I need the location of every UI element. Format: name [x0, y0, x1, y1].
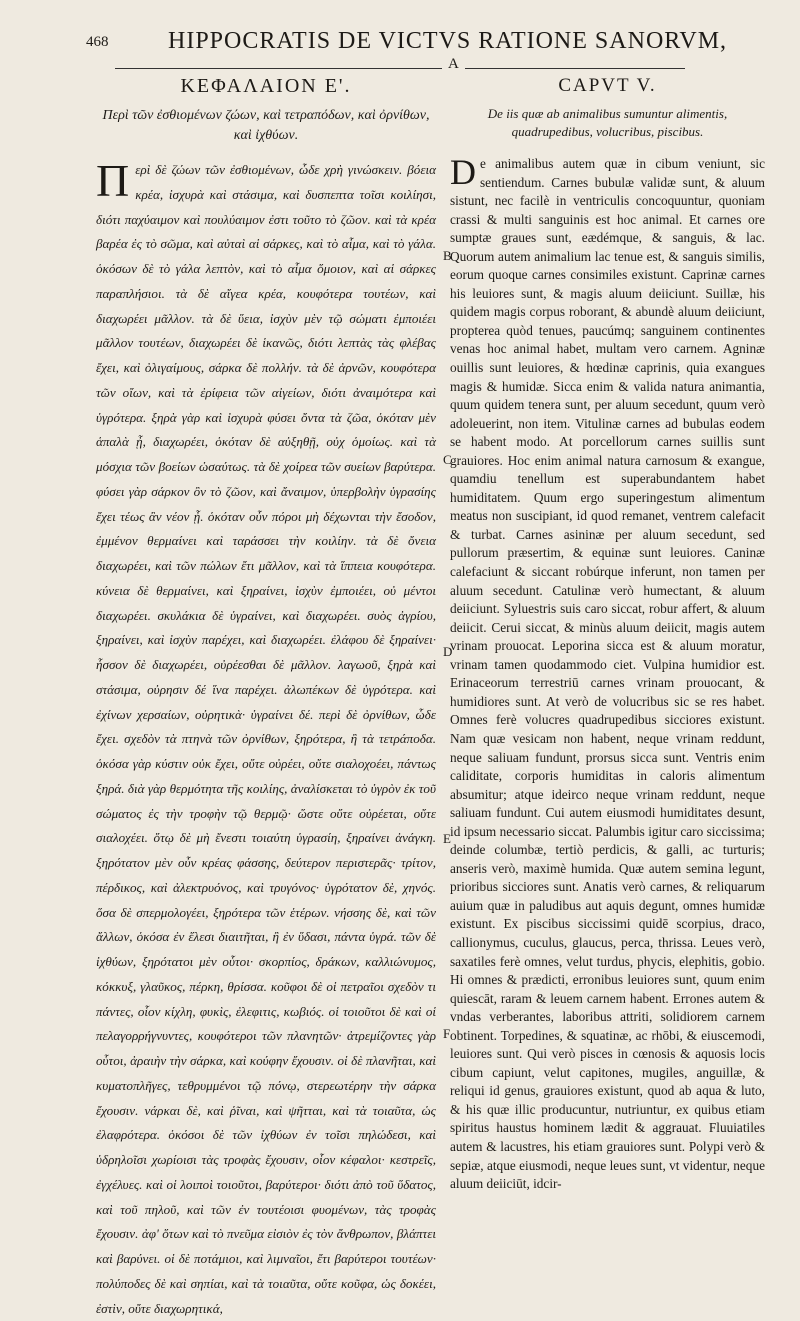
- greek-chapter-heading: ΚΕΦΑΛΑΙΟΝ Ε'.: [180, 75, 352, 97]
- latin-chapter-subtitle: De iis quæ ab animalibus sumuntur alimentis, quadrupedibus, volucribus, piscibus.: [487, 106, 728, 139]
- greek-body-text: Περὶ δὲ ζώων τῶν ἐσθιομένων, ὧδε χρὴ γινώσκειν. βόεια κρέα, ἰσχυρὰ καὶ στάσιμα, καὶ δυσπεπτα τοῖσι κοιλίησι, διότι παχύαιμον καὶ πουλύαιμον ἐστι τοῦτο τὸ ζῶον. καὶ τὰ κρέα βαρέα ἐς τὸ σῶμα, καὶ αὐταὶ αἱ σάρκες, καὶ τὸ αἷμα, καὶ τὸ γάλα. ὁκόσων δὲ τὸ γάλα λεπτὸν, καὶ τὸ αἷμα ὅμοιον, καὶ αἱ σάρκες παραπλήσιοι. τὰ δὲ αἴγεα κρέα, κουφότερα τουτέων, καὶ διαχωρέει μᾶλλον. τὰ δὲ ὕεια, ἰσχὺν μὲν τῷ σώματι ἐμποιέει μᾶλλον τουτέων, διαχωρέει δὲ ἱκανῶς, διότι λεπτὰς τὰς φλέβας ἔχει, καὶ ὀλιγαίμους, σάρκα δὲ πολλήν. τὰ δὲ ἀρνῶν, κουφότερα τῶν οἴων, καὶ τὰ ἐρίφεια τῶν αἰγείων, διότι ἀναιμότερα καὶ ὑγρότερα. ξηρὰ γὰρ καὶ ἰσχυρὰ φύσει ὄντα τὰ ζῶα, ὁκόταν μὲν ἁπαλὰ ᾖ, διαχωρέει, ὁκόταν δὲ αὐξηθῇ, οὐχ ὁμοίως. καὶ τὰ μόσχια τῶν βοείων ὡσαύτως. τὰ δὲ χοίρεα τῶν συείων βαρύτερα. φύσει γὰρ σάρκον ὂν τὸ ζῶον, καὶ ἄναιμον, ὑπερβολὴν ὑγρασίης ἔχει τέως ἂν νέον ᾖ. ὁκόταν οὖν πόροι μὴ δέχωνται τὴν ἔσοδον, ἐμμένον θερμαίνει καὶ ταράσσει τὴν κοιλίην. τὰ δὲ ὄνεια διαχωρέει, καὶ τῶν πώλων ἔτι μᾶλλον, καὶ τὰ ἵππεια κουφότερα. κύνεια δὲ θερμαίνει, καὶ ξηραίνει, ἰσχὺν ἐμποιέει, οὐ μέντοι διαχωρέει. σκυλάκια δὲ ὑγραίνει, καὶ διαχωρέει. συὸς ἀγρίου, ξηραίνει, καὶ ἰσχὺν παρέχει, καὶ διαχωρέει. ἐλάφου δὲ ξηραίνει· ἧσσον δὲ διαχωρέει, οὐρέεσθαι δὲ μᾶλλον. λαγωοῦ, ξηρὰ καὶ στάσιμα, οὐρησιν δέ ἵνα παρέχει. ἀλωπέκων δὲ ὑγρότερα. καὶ ἐχίνων χερσαίων, οὐρητικὰ· ὑγραίνει δέ. περὶ δὲ ὀρνίθων, ὧδε ἔχει. σχεδὸν τὰ πτηνὰ τῶν ὀρνίθων, ξηρότερα, ἢ τὰ τετράποδα. ὁκόσα γὰρ κύστιν οὐκ ἔχει, οὔτε οὐρέει, οὔτε σιαλοχοέει, πάντως ξηρά. διὰ γὰρ θερμότητα τῆς κοιλίης, ἀναλίσκεται τὸ ὑγρὸν ἐκ τοῦ σώματος ἐς τὴν τροφὴν τῷ θερμῷ· ὥστε οὔτε οὐρέεται, οὔτε σιαλοχέει. ὅτῳ δὲ μὴ ἔνεστι τοιαύτη ὑγρασίη, ξηραίνει ἀνάγκη. ξηρότατον μὲν οὖν κρέας φάσσης, δεύτερον περιστερᾶς· τρίτον, πέρδικος, καὶ ἀλεκτρυόνος, καὶ τρυγόνος· ὑγρότατον δὲ, χηνός. ὅσα δὲ σπερμολογέει, ξηρότερα τῶν ἑτέρων. νήσσης δὲ, καὶ τῶν ἄλλων, ὁκόσα ἐν ἕλεσι διαιτῆται, ἢ ἐν ὕδασι, πάντα ὑγρά. τῶν δὲ ἰχθύων, ξηρότατοι μὲν οὗτοι· σκορπίος, δράκων, καλλιώνυμος, κόκκυξ, γλαῦκος, πέρκη, θρίσσα. κοῦφοι δὲ οἱ πετραῖοι σχεδὸν τι πάντες, οἷον κίχλη, φυκὶς, ἐλεφιτις, κωβιός. οἱ τοιοῦτοι δὲ καὶ οἱ πελαγορρήγνυντες, κουφότεροι τῶν πλανητῶν· ἀτρεμίζοντες γὰρ οὗτοι, ἀραιὴν τὴν σάρκα, καὶ κούφην ἔχουσιν. οἱ δὲ πλανῆται, καὶ κυματοπλῆγες, τεθρυμμένοι τῷ πόνῳ, στερεωτέρην τὴν σάρκα ἔχουσιν. νάρκαι δὲ, καὶ ῥῖναι, καὶ ψῆτται, καὶ τὰ τοιαῦτα, ὡς ἐλαφρότερα. ὁκόσοι δὲ τῶν ἰχθύων ἐν τοῖσι πηλώδεσι, καὶ ὑδρηλοῖσι χωρίοισι τὰς τροφὰς ἔχουσιν, οἷον κέφαλοι· κεστρεῖς, ἐγχέλυες. καὶ οἱ λοιποὶ τοιοῦτοι, βαρύτεροι· διότι ἀπὸ τοῦ ὕδατος, καὶ τοῦ πηλοῦ, καὶ τῶν ἐν τουτέοισι φυομένων, τὰς τροφὰς ἔχουσιν. ἀφ' ὅτων καὶ τὸ πνεῦμα εἰσιὸν ἐς τὸν ἄνθρωπον, βλάπτει καὶ βαρύνει. οἱ δὲ ποτάμιοι, καὶ λιμναῖοι, ἔτι βαρύτεροι τουτέων· πολύποδες δὲ καὶ σηπίαι, καὶ τὰ τοιαῦτα, οὔτε κοῦφα, ὡς δοκέει, ἐστὶν, οὔτε διαχωρητικά,: [96, 155, 436, 1316]
- greek-chapter-subtitle: Περὶ τῶν ἐσθιομένων ζώων, καὶ τετραπόδων, καὶ ὀρνίθων, καὶ ἰχθύων.: [102, 108, 430, 143]
- margin-letter-e: E: [443, 831, 451, 846]
- margin-letter-b: B: [443, 248, 452, 263]
- latin-column: [450, 75, 765, 1194]
- page-header: [86, 28, 728, 70]
- header-rule: [115, 68, 685, 69]
- greek-column: [96, 75, 436, 1321]
- page-number: 468: [86, 34, 109, 50]
- running-title: HIPPOCRATIS DE VICTVS RATIONE SANORVM,: [168, 28, 728, 54]
- section-letter-a: A: [442, 56, 465, 73]
- margin-letter-f: F: [443, 1026, 451, 1041]
- latin-body-text: De animalibus autem quæ in cibum veniunt, sic sentiendum. Carnes bubulæ validæ sunt, & aluum sistunt, nec facilè in ventriculis concoquuntur, quoniam crassi & multi sanguinis est hoc animal. Et carnes ore sumptæ graues sunt, eædémque, & sanguis, & lac. Quorum autem animalium lac tenue est, & sanguis similis, eorum quoque carnes consimiles existunt. Caprinæ carnes his leuiores sunt, & magis aluum deiiciunt. Suillæ, his quidem magis corpus roborant, & abundè aluum deiiciunt, propterea quòd tenues, paucúmq; sanguinem continentes venas hoc animal habet, multam vero carnem. Agninæ ouillis sunt leuiores, & hœdinæ caprinis, quia exangues magis & humidæ. Sicca enim & valida natura animantia, quum quidem tenera sunt, per aluum secedunt, quum verò adoleuerint, non item. Vitulinæ carnes ad bubulas eodem se habent modo. At porcellorum carnes suillis sunt grauiores. Hoc enim animal natura carnosum & exangue, quamdiu tenellum est superabundantem habet humiditatem. Quum ergo superingestum alimentum meatus non suscipiant, id quod remanet, ventrem calefacit & turbat. Carnes asininæ per aluum secedunt, sed pullorum præsertim, & equinæ sunt leuiores. Caninæ calefaciunt & siccant robúrque inferunt, non tamen per aluum secedunt. Catulinæ verò humectant, & aluum deiiciunt. Syluestris suis caro siccat, robur affert, & aluum deiicit. Cerui siccat, & minùs aluum deiicit, magis autem vrinam prouocat. Leporina sicca est & aluum moratur, vrinam tamen quodammodo ciet. Vulpina humidior est. Erinaceorum terrestriū carnes vrinam prouocant, & humidiores sunt. At verò de volucribus sic se res habet. Omnes ferè volucres quadrupedibus sicciores existunt. Nam quæ vesicam non habent, neque vrinam reddunt, neque saliuam fundunt, prorsus sicca sunt. Ventris enim caliditate, corporis humiditas in caloris alimentum absumitur; atque ideirco neque vrinam reddunt, neque saliuam fundunt. Cui autem eiusmodi humiditates desunt, id ipsum necessario siccat. Palumbis igitur caro siccissima; deinde columbæ, tertiò perdicis, & galli, ac turturis; anseris verò, maximè humida. Quæ autem semina legunt, prioribus sicciores sunt. Anatis verò carnes, & reliquarum auium quæ in paludibus aut aquis degunt, omnes humidæ existunt. Ex piscibus siccissimi quidē scorpius, draco, callionymus, cuculus, glaucus, perca, thrissa. Leues verò, saxatiles ferè omnes, velut turdus, phycis, elephitis, gobio. Hi omnes & prædicti, erronibus leuiores sunt, quum enim quiescāt, raram & leuem carnem habent. Errones autem & vndas verberantes, laboribus attriti, solidiorem carnem obtinent. Torpedines, & squatinæ, ac rhōbi, & eiuscemodi, leuiores sunt. Qui verò pisces in cœnosis & aquosis locis cibum capiunt, velut capitones, mugiles, anguillæ, & reliqui id genus, grauiores existunt, quod ab aqua & luto, & his quæ illic producuntur, nutriuntur, ex quibus etiam spiritus haustus hominem lædit & aggrauat. Fluuiatiles autem & lacustres, his etiam grauiores sunt. Polypi verò & sepiæ, atque eiusmodi, neque leues sunt, vt videntur, neque aluum deiiciūt, idcir-: [450, 152, 765, 1192]
- margin-letter-d: D: [443, 644, 453, 659]
- margin-letter-c: C: [443, 452, 452, 467]
- latin-chapter-heading: CAPVT V.: [558, 75, 657, 96]
